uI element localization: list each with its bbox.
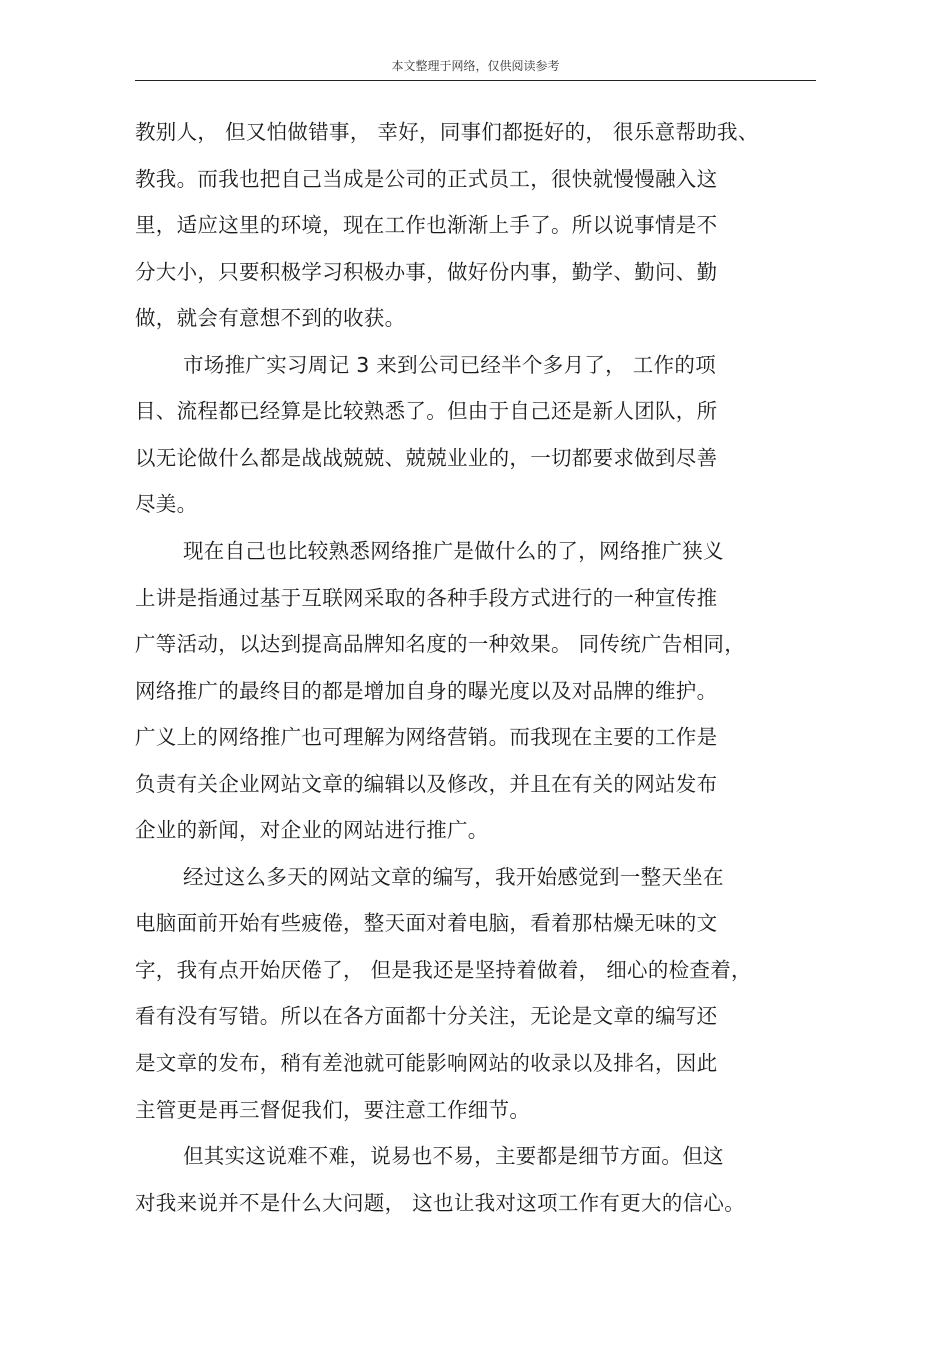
text-line: 做，就会有意想不到的收获。 <box>135 306 406 330</box>
text-line: 网络推广的最终目的都是增加自身的曝光度以及对品牌的维护。 <box>135 679 718 703</box>
text-line: 电脑面前开始有些疲倦，整天面对着电脑，看着那枯燥无味的文 <box>135 911 718 935</box>
text-line: 尽美。 <box>135 492 198 516</box>
text-line: 广义上的网络推广也可理解为网络营销。而我现在主要的工作是 <box>135 725 718 749</box>
text-line: 对我来说并不是什么大问题， 这也让我对这项工作有更大的信心。 <box>135 1191 746 1215</box>
text-line: 上讲是指通过基于互联网采取的各种手段方式进行的一种宣传推 <box>135 586 718 610</box>
text-line: 看有没有写错。所以在各方面都十分关注，无论是文章的编写还 <box>135 1004 718 1028</box>
text-line: 企业的新闻，对企业的网站进行推广。 <box>135 818 489 842</box>
text-line: 但其实这说难不难，说易也不易，主要都是细节方面。但这 <box>183 1144 724 1168</box>
header-divider <box>135 80 816 81</box>
text-line: 负责有关企业网站文章的编辑以及修改，并且在有关的网站发布 <box>135 772 718 796</box>
text-line: 以无论做什么都是战战兢兢、兢兢业业的，一切都要求做到尽善 <box>135 446 718 470</box>
page-header-note: 本文整理于网络，仅供阅读参考 <box>391 59 560 73</box>
text-line: 主管更是再三督促我们，要注意工作细节。 <box>135 1098 531 1122</box>
text-line: 市场推广实习周记 3 来到公司已经半个多月了， 工作的项 <box>183 353 716 377</box>
text-line: 字，我有点开始厌倦了， 但是我还是坚持着做着， 细心的检查着， <box>135 958 752 982</box>
text-line: 是文章的发布，稍有差池就可能影响网站的收录以及排名，因此 <box>135 1051 718 1075</box>
text-line: 经过这么多天的网站文章的编写，我开始感觉到一整天坐在 <box>183 865 724 889</box>
text-line: 现在自己也比较熟悉网络推广是做什么的了，网络推广狭义 <box>183 539 724 563</box>
text-line: 教我。而我也把自己当成是公司的正式员工，很快就慢慢融入这 <box>135 167 718 191</box>
text-line: 教别人， 但又怕做错事， 幸好，同事们都挺好的， 很乐意帮助我、 <box>135 120 759 144</box>
text-line: 目、流程都已经算是比较熟悉了。但由于自己还是新人团队，所 <box>135 399 718 423</box>
text-line: 里，适应这里的环境，现在工作也渐渐上手了。所以说事情是不 <box>135 213 718 237</box>
text-line: 广等活动，以达到提高品牌知名度的一种效果。 同传统广告相同， <box>135 632 746 656</box>
text-line: 分大小，只要积极学习积极办事，做好份内事，勤学、勤问、勤 <box>135 260 718 284</box>
